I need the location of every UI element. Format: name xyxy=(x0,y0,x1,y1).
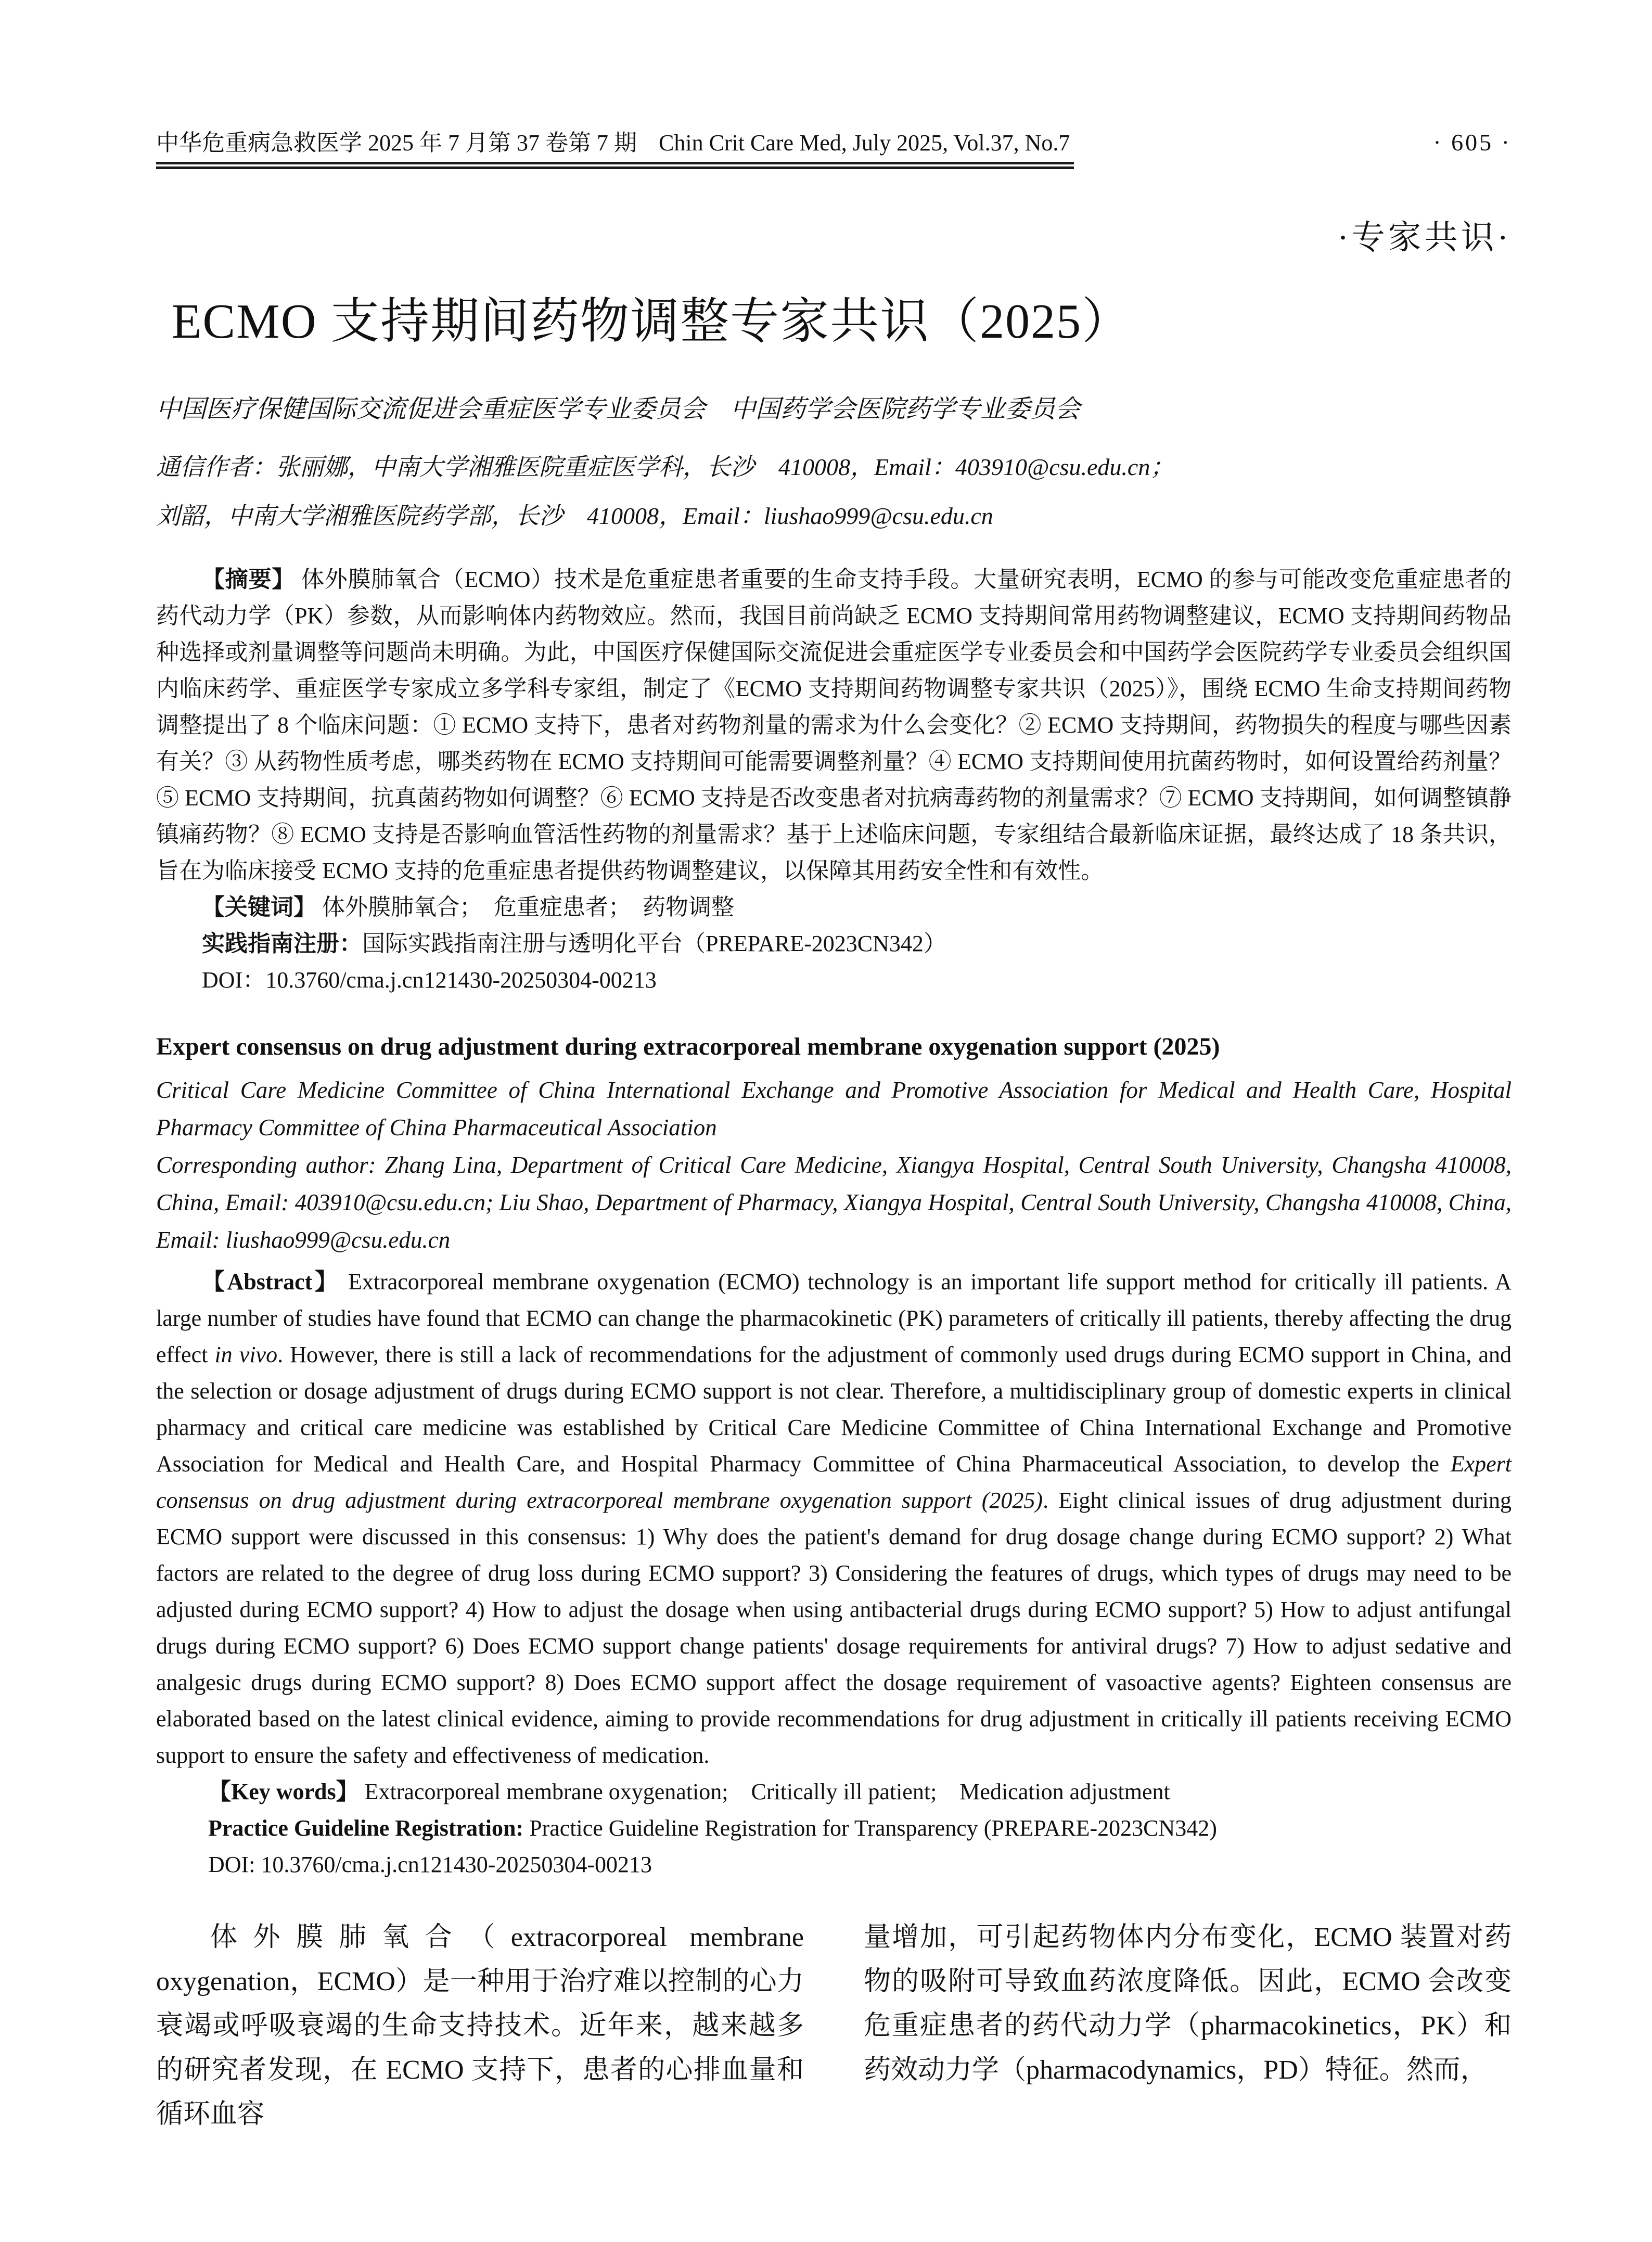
abstract-en-label: 【Abstract】 xyxy=(202,1269,340,1295)
journal-info xyxy=(156,130,1074,169)
keywords-cn xyxy=(156,889,1512,926)
section-badge: ·专家共识· xyxy=(1337,219,1512,256)
doi-en: DOI: 10.3760/cma.j.cn121430-20250304-00213 xyxy=(208,1852,652,1877)
affiliation-cn: 中国医疗保健国际交流促进会重症医学专业委员会 中国药学会医院药学专业委员会 xyxy=(156,395,1081,423)
keywords-cn-label: 【关键词】 xyxy=(202,894,316,920)
abstract-en-part2: . However, there is still a lack of recommendations for the adjustment of commonly used drugs during ECMO support in China, and the selection or dosage adjustment of drugs during ECMO support is not clear. Therefore, a multidisciplinary group of domestic experts in clinical pharmacy and critical care medicine was established by Critical Care Medicine Committee of China International Exchange and Promotive Association for Medical and Health Care, and Hospital Pharmacy Committee of China Pharmaceutical Association, to develop the xyxy=(156,1342,1512,1477)
body-columns xyxy=(156,1915,1512,2136)
article-title-en: Expert consensus on drug adjustment during extracorporeal membrane oxygenation support (2025) xyxy=(156,1033,1220,1060)
corresponding-author-line-2: 刘韶，中南大学湘雅医院药学部，长沙 410008，Email：liushao999@csu.edu.cn xyxy=(156,503,993,529)
page-number: · 605 · xyxy=(1433,129,1512,156)
registration-cn-text: 国际实践指南注册与透明化平台（PREPARE-2023CN342） xyxy=(362,931,946,956)
keywords-en-text: Extracorporeal membrane oxygenation; Critically ill patient; Medication adjustment xyxy=(364,1779,1170,1804)
keywords-en-label: 【Key words】 xyxy=(208,1779,359,1804)
body-paragraph-left: 体外膜肺氧合（extracorporeal membrane oxygenation，ECMO）是一种用于治疗难以控制的心力衰竭或呼吸衰竭的生命支持技术。近年来，越来越多的研究者发现，在 ECMO 支持下，患者的心排血量和循环血容 xyxy=(156,1923,804,2129)
registration-cn xyxy=(156,926,1512,962)
journal-title-en: Chin Crit Care Med, July 2025, Vol.37, No.7 xyxy=(659,130,1070,156)
corresponding-authors-en: Corresponding author: Zhang Lina, Department of Critical Care Medicine, Xiangya Hospital, Central South University, Changsha 410008, China, Email: 403910@csu.edu.cn; Liu Shao, Department of Pharmacy, Xiangya Hospital, Central South University, Changsha 410008, China, Email: liushao999@csu.edu.cn xyxy=(156,1152,1512,1253)
registration-en-label: Practice Guideline Registration: xyxy=(208,1815,524,1841)
abstract-cn-text: 体外膜肺氧合（ECMO）技术是危重症患者重要的生命支持手段。大量研究表明，ECMO 的参与可能改变危重症患者的药代动力学（PK）参数，从而影响体内药物效应。然而，我国目前尚缺乏 ECMO 支持期间常用药物调整建议，ECMO 支持期间药物品种选择或剂量调整等问题尚未明确。为此，中国医疗保健国际交流促进会重症医学专业委员会和中国药学会医院药学专业委员会组织国内临床药学、重症医学专家成立多学科专家组，制定了《ECMO 支持期间药物调整专家共识（2025）》，围绕 ECMO 生命支持期间药物调整提出了 8 个临床问题：① ECMO 支持下，患者对药物剂量的需求为什么会变化？② ECMO 支持期间，药物损失的程度与哪些因素有关？③ 从药物性质考虑，哪类药物在 ECMO 支持期间可能需要调整剂量？④ ECMO 支持期间使用抗菌药物时，如何设置给药剂量？⑤ ECMO 支持期间，抗真菌药物如何调整？⑥ ECMO 支持是否改变患者对抗病毒药物的剂量需求？⑦ ECMO 支持期间，如何调整镇静镇痛药物？⑧ ECMO 支持是否影响血管活性药物的剂量需求？基于上述临床问题，专家组结合最新临床证据，最终达成了 18 条共识，旨在为临床接受 ECMO 支持的危重症患者提供药物调整建议，以保障其用药安全性和有效性。 xyxy=(156,567,1512,883)
keywords-cn-text: 体外膜肺氧合； 危重症患者； 药物调整 xyxy=(322,894,734,920)
abstract-en-part3: . Eight clinical issues of drug adjustment during ECMO support were discussed in this consensus: 1) Why does the patient's demand for drug dosage change during ECMO support? 2) What factors are related to the degree of drug loss during ECMO support? 3) Considering the features of drugs, which types of drugs may need to be adjusted during ECMO support? 4) How to adjust the dosage when using antibacterial drugs during ECMO support? 5) How to adjust antifungal drugs during ECMO support? 6) Does ECMO support change patients' dosage requirements for antiviral drugs? 7) How to adjust sedative and analgesic drugs during ECMO support? 8) Does ECMO support affect the dosage requirement of vasoactive agents? Eighteen consensus are elaborated based on the latest clinical evidence, aiming to provide recommendations for drug adjustment in critically ill patients receiving ECMO support to ensure the safety and effectiveness of medication. xyxy=(156,1488,1512,1768)
body-column-left xyxy=(156,1915,804,2136)
journal-title-cn: 中华危重病急救医学 2025 年 7 月第 37 卷第 7 期 xyxy=(156,130,637,156)
body-paragraph-right: 量增加，可引起药物体内分布变化，ECMO 装置对药物的吸附可导致血药浓度降低。因此，ECMO 会改变危重症患者的药代动力学（pharmacokinetics，PK）和药效动力学（pharmacodynamics，PD）特征。然而， xyxy=(864,1923,1512,2085)
doi-cn: DOI：10.3760/cma.j.cn121430-20250304-00213 xyxy=(202,967,657,993)
page-header xyxy=(156,129,1512,169)
abstract-en-part1: Extracorporeal membrane oxygenation (ECMO) technology is an important life support method for critically ill patients. A large number of studies have found that ECMO can change the pharmacokinetic (PK) parameters of critically ill patients, thereby affecting the drug effect xyxy=(156,1269,1512,1367)
abstract-en xyxy=(156,1264,1512,1774)
abstract-en-italic-consensus-title: Expert consensus on drug adjustment during extracorporeal membrane oxygenation support (2025) xyxy=(156,1451,1512,1513)
corresponding-authors-cn xyxy=(156,443,1512,541)
abstract-en-italic-in-vivo: in vivo xyxy=(214,1342,278,1367)
registration-en-text: Practice Guideline Registration for Transparency (PREPARE-2023CN342) xyxy=(523,1815,1217,1841)
corresponding-author-line-1: 通信作者：张丽娜，中南大学湘雅医院重症医学科，长沙 410008，Email：403910@csu.edu.cn； xyxy=(156,454,1174,480)
abstract-cn xyxy=(156,561,1512,889)
body-column-right xyxy=(864,1915,1512,2136)
keywords-en xyxy=(156,1774,1512,1810)
abstract-cn-label: 【摘要】 xyxy=(202,567,296,592)
section-badge-row xyxy=(156,211,1512,259)
registration-en xyxy=(156,1810,1512,1847)
article-title-cn: ECMO 支持期间药物调整专家共识（2025） xyxy=(172,294,1132,349)
affiliation-en: Critical Care Medicine Committee of China International Exchange and Promotive Association for Medical and Health Care, Hospital Pharmacy Committee of China Pharmaceutical Association xyxy=(156,1077,1512,1141)
registration-cn-label: 实践指南注册： xyxy=(202,931,362,956)
